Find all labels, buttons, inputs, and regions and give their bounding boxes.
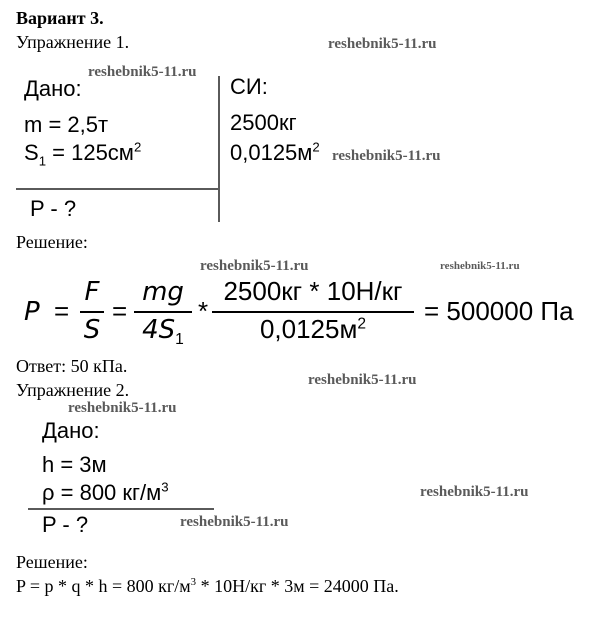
fraction-2-denominator: $4S_1$ <box>142 315 184 349</box>
given-mass: m = 2,5т <box>24 112 109 137</box>
exercise-1-heading: Упражнение 1. <box>16 32 130 52</box>
watermark: reshebnik5-11.ru <box>88 64 197 80</box>
fraction-3-denominator: $0,0125м^2$ <box>259 314 367 344</box>
watermark: reshebnik5-11.ru <box>200 258 309 274</box>
solution-2-line: P = p * q * h = 800 $кг/м^3 * 10Н/кг * 3м = 24000$ Па. <box>16 576 399 596</box>
given-find-divider <box>16 188 220 190</box>
given-find-divider-2 <box>28 508 214 510</box>
fraction-2-numerator: mg <box>142 277 184 307</box>
answer: Ответ: 50 кПа. <box>16 356 128 376</box>
given-density: ρ = 800 $кг/м^3$ <box>42 479 169 505</box>
fraction-1-bar <box>80 311 104 313</box>
fraction-3-numerator: 2500кг * 10Н/кг <box>223 276 403 306</box>
si-mass: 2500кг <box>230 110 297 135</box>
given-label-2: Дано: <box>42 418 100 443</box>
formula-eq-1: = <box>54 296 70 326</box>
watermark: reshebnik5-11.ru <box>308 372 417 388</box>
given-si-divider <box>218 76 220 222</box>
si-area: $0,0125м^2$ <box>230 139 320 165</box>
solution-label-2: Решение: <box>16 552 88 572</box>
formula-lhs: P <box>24 297 40 327</box>
watermark: reshebnik5-11.ru <box>180 514 289 530</box>
watermark-small: reshebnik5-11.ru <box>440 260 520 272</box>
find-pressure: P - ? <box>30 196 77 221</box>
given-height: h = 3м <box>42 452 107 477</box>
watermark: reshebnik5-11.ru <box>420 484 529 500</box>
formula-times: * <box>198 296 209 326</box>
solution-label: Решение: <box>16 232 88 252</box>
variant-title: Вариант 3. <box>16 8 104 28</box>
si-label: СИ: <box>230 74 268 99</box>
given-label: Дано: <box>24 76 82 101</box>
formula-result: = 500000 Па <box>424 296 574 326</box>
given-area: $S_1 = 125см^2$ <box>24 139 142 169</box>
formula-eq-2: = <box>112 296 128 326</box>
watermark: reshebnik5-11.ru <box>68 400 177 416</box>
exercise-2-heading: Упражнение 2. <box>16 380 130 400</box>
fraction-1-numerator: F <box>84 277 100 307</box>
find-pressure-2: P - ? <box>42 512 89 537</box>
fraction-2-bar <box>134 311 192 313</box>
watermark: reshebnik5-11.ru <box>332 148 441 164</box>
fraction-3-bar <box>212 311 414 313</box>
watermark: reshebnik5-11.ru <box>328 36 437 52</box>
fraction-1-denominator: S <box>83 315 101 345</box>
